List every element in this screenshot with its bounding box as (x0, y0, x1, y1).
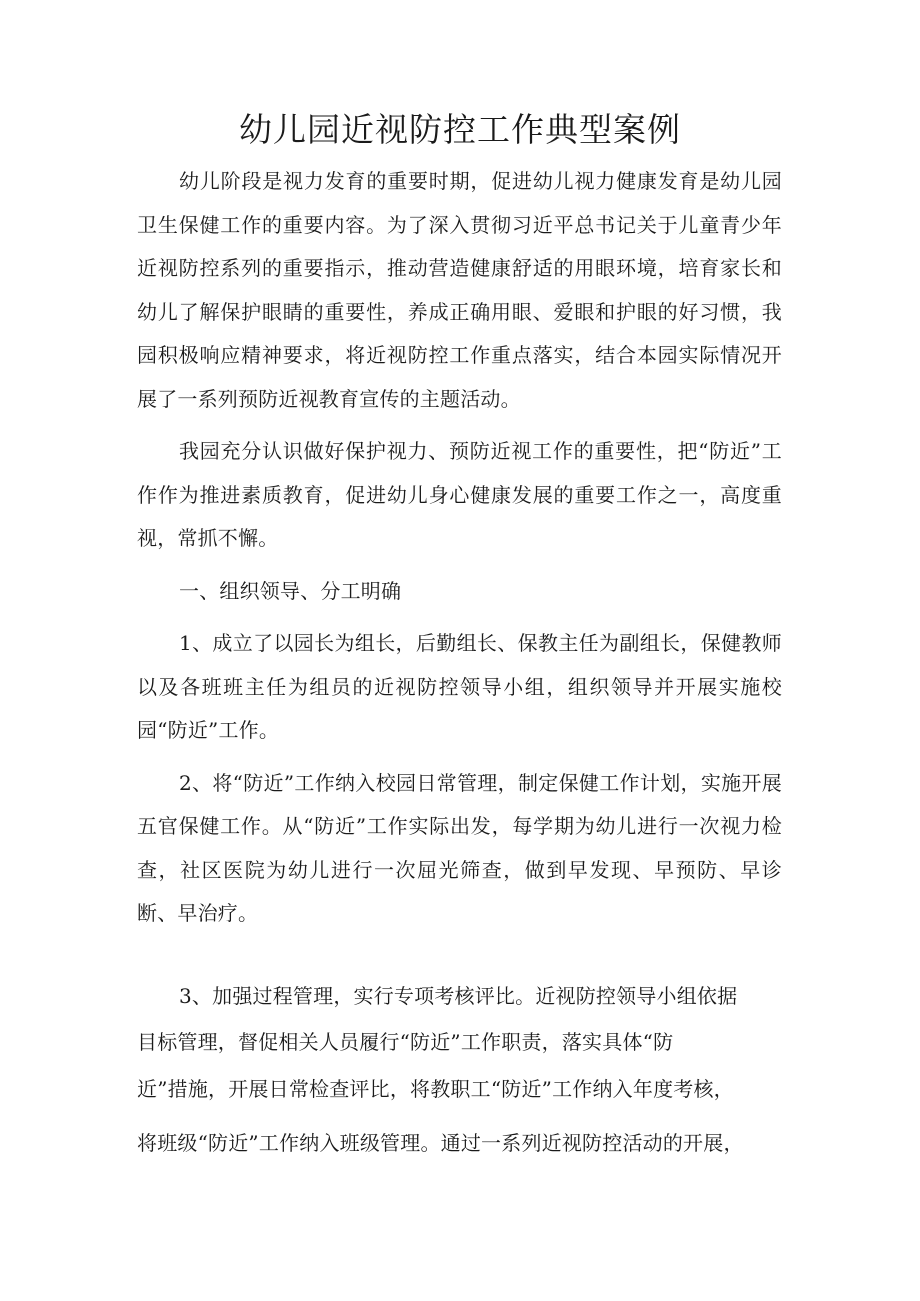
paragraph-intro: 幼儿阶段是视力发育的重要时期，促进幼儿视力健康发育是幼儿园卫生保健工作的重要内容。为了深入贯彻习近平总书记关于儿童青少年近视防控系列的重要指示，推动营造健康舒适的用眼环境，培育家长和幼儿了解保护眼睛的重要性，养成正确用眼、爱眼和护眼的好习惯，我园积极响应精神要求，将近视防控工作重点落实，结合本园实际情况开展了一系列预防近视教育宣传的主题活动。 (137, 169, 782, 411)
paragraph-item-3-line-2: 目标管理，督促相关人员履行“防近”工作职责，落实具体“防 (137, 1030, 674, 1054)
paragraph-item-1: 1、成立了以园长为组长，后勤组长、保教主任为副组长，保健教师以及各班班主任为组员的近视防控领导小组，组织领导并开展实施校园“防近”工作。 (137, 631, 782, 742)
paragraph-item-3-line-3: 近”措施，开展日常检查评比，将教职工“防近”工作纳入年度考核， (137, 1077, 734, 1101)
document-body (137, 160, 782, 936)
paragraph-item-2: 2、将“防近”工作纳入校园日常管理，制定保健工作计划，实施开展五官保健工作。从“防近”工作实际出发，每学期为幼儿进行一次视力检查，社区医院为幼儿进行一次屈光筛查，做到早发现、早预防、早诊断、早治疗。 (137, 770, 782, 925)
paragraph-item-3-line-4: 将班级“防近”工作纳入班级管理。通过一系列近视防控活动的开展， (137, 1131, 744, 1155)
document-title: 幼儿园近视防控工作典型案例 (239, 110, 681, 149)
section-heading-organization: 一、组织领导、分工明确 (179, 578, 402, 603)
paragraph-importance: 我园充分认识做好保护视力、预防近视工作的重要性，把“防近”工作作为推进素质教育，促进幼儿身心健康发展的重要工作之一，高度重视，常抓不懈。 (137, 439, 782, 550)
paragraph-item-3-line-1: 3、加强过程管理，实行专项考核评比。近视防控领导小组依据 (179, 984, 738, 1008)
